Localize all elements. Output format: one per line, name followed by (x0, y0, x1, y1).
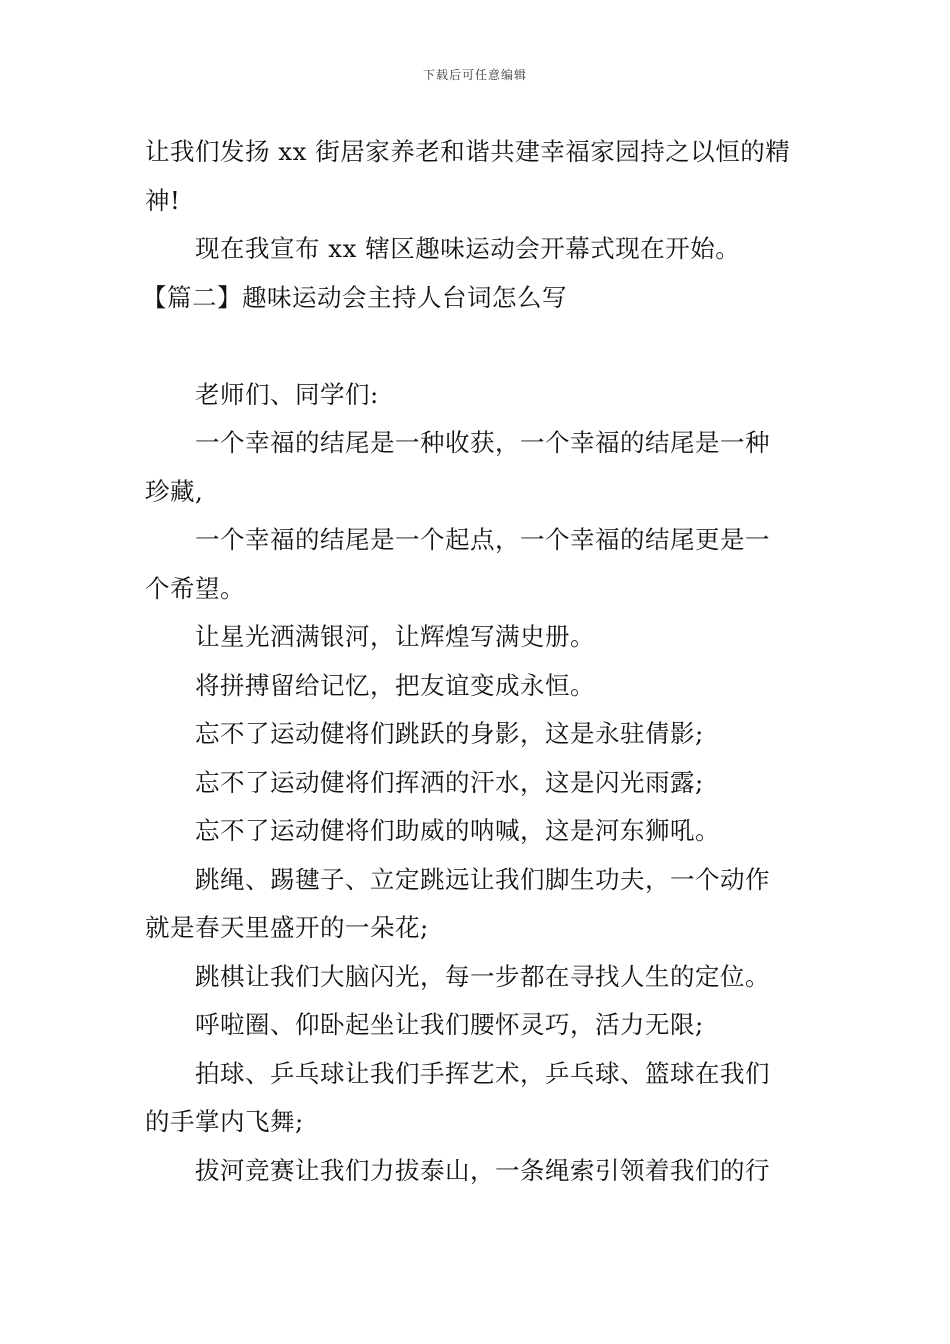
page-header: 下载后可任意编辑 (422, 68, 527, 82)
paragraph-line: 忘不了运动健将们助威的呐喊，这是河东狮吼。 (195, 816, 720, 845)
paragraph-line: 一个幸福的结尾是一个起点，一个幸福的结尾更是一 (195, 525, 770, 554)
paragraph-line: 拔河竞赛让我们力拔泰山，一条绳索引领着我们的行 (195, 1155, 770, 1185)
blank-line (145, 322, 810, 371)
paragraph-line: 让星光洒满银河，让辉煌写满史册。 (195, 622, 595, 651)
paragraph-line: 就是春天里盛开的一朵花; (145, 913, 429, 942)
paragraph-line: 忘不了运动健将们挥洒的汗水，这是闪光雨露; (195, 767, 704, 797)
paragraph-line: 的手掌内飞舞; (145, 1107, 304, 1136)
paragraph-line: 跳绳、踢毽子、立定跳远让我们脚生功夫，一个动作 (195, 864, 770, 894)
paragraph-line: 一个幸福的结尾是一种收获，一个幸福的结尾是一种 (195, 428, 770, 457)
section-heading: 【篇二】趣味运动会主持人台词怎么写 (142, 282, 567, 312)
paragraph-line: 呼啦圈、仰卧起坐让我们腰怀灵巧，活力无限; (195, 1010, 704, 1039)
paragraph-line: 将拼搏留给记忆，把友谊变成永恒。 (195, 670, 595, 700)
document-body (142, 128, 810, 1195)
paragraph-line: 神! (145, 185, 181, 215)
paragraph-line: 忘不了运动健将们跳跃的身影，这是永驻倩影; (195, 719, 704, 748)
paragraph-line: 珍藏, (145, 476, 204, 506)
paragraph-line: 让我们发扬 xx 街居家养老和谐共建幸福家园持之以恒的精 (145, 137, 791, 166)
paragraph-line: 个希望。 (145, 573, 245, 603)
paragraph-line: 跳棋让我们大脑闪光，每一步都在寻找人生的定位。 (195, 961, 770, 991)
paragraph-line: 拍球、乒乓球让我们手挥艺术，乒乓球、篮球在我们 (195, 1058, 770, 1088)
salutation: 老师们、同学们: (195, 379, 379, 409)
paragraph-line: 现在我宣布 xx 辖区趣味运动会开幕式现在开始。 (195, 234, 741, 263)
